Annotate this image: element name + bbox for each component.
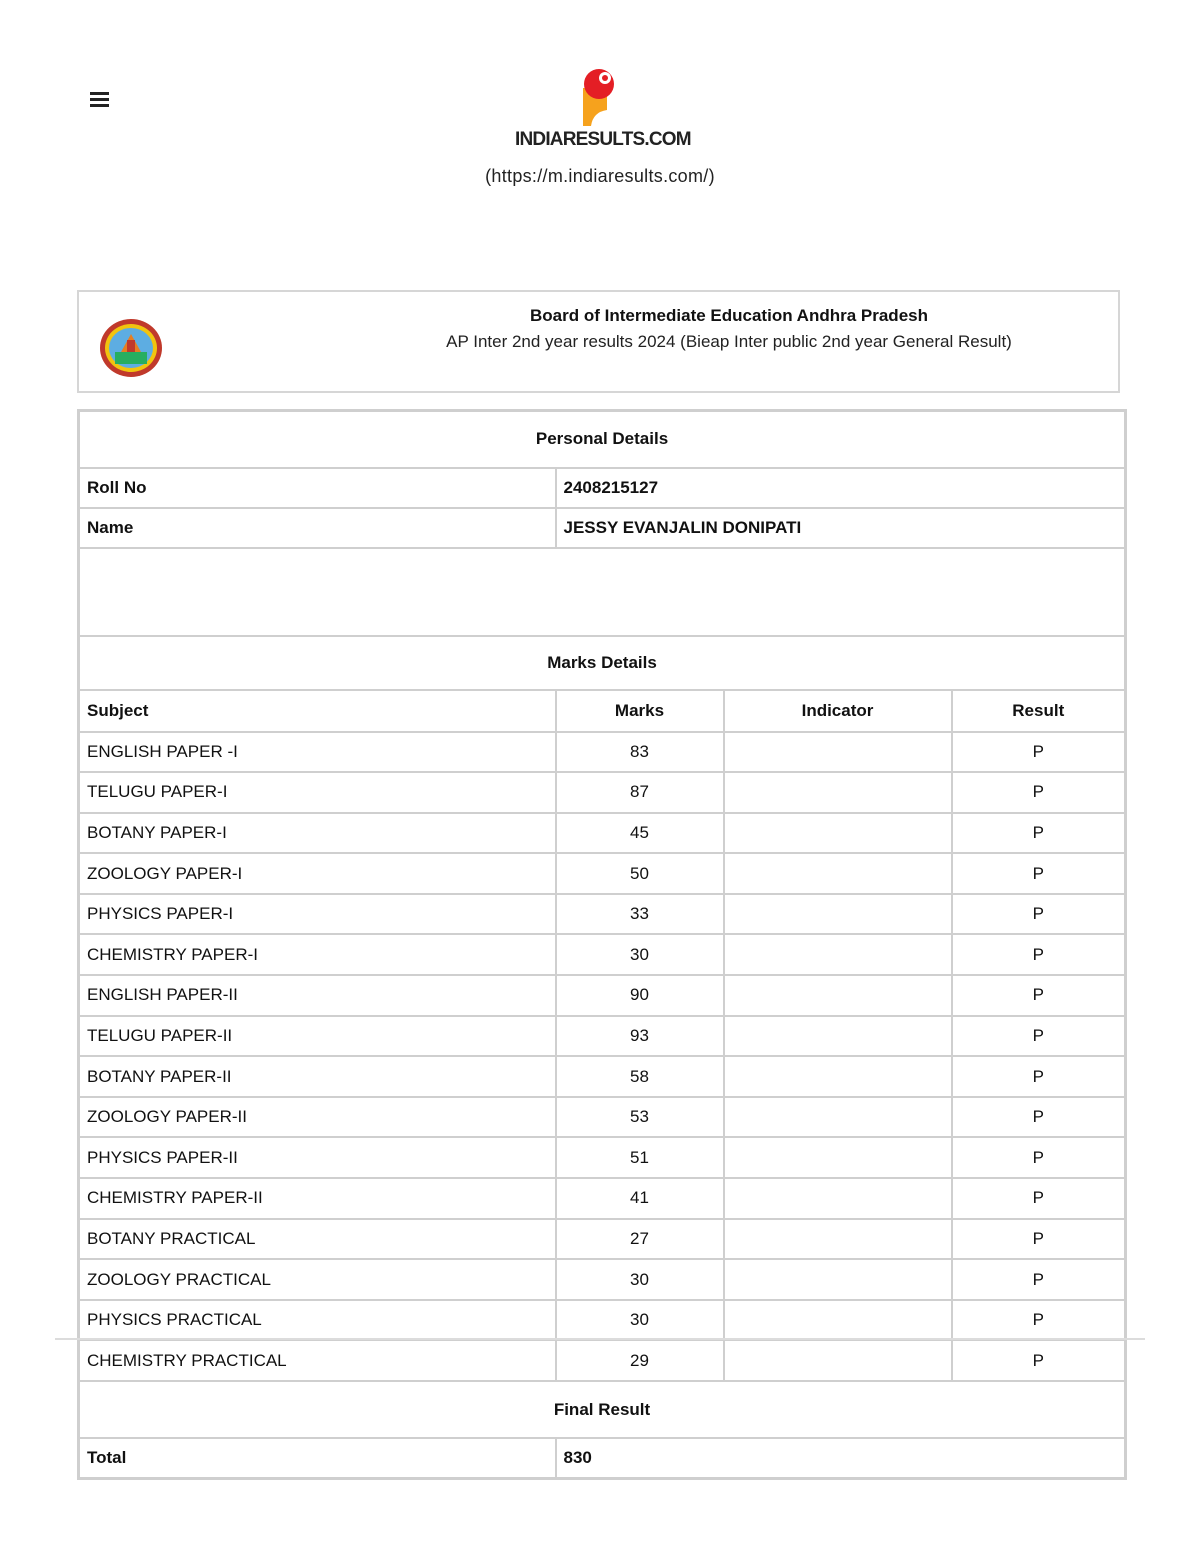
- column-header-subject: Subject: [79, 690, 556, 732]
- table-row: [79, 934, 1126, 975]
- section-heading: Final Result: [79, 1381, 1126, 1438]
- subject-cell: ENGLISH PAPER-II: [79, 975, 556, 1016]
- results-table: [77, 409, 1127, 1480]
- table-row: [79, 1300, 1126, 1341]
- marks-cell: 30: [556, 1300, 724, 1341]
- subject-cell: PHYSICS PAPER-I: [79, 894, 556, 935]
- subject-cell: CHEMISTRY PAPER-II: [79, 1178, 556, 1219]
- column-header-marks: Marks: [556, 690, 724, 732]
- result-cell: P: [952, 1016, 1126, 1057]
- subject-cell: CHEMISTRY PAPER-I: [79, 934, 556, 975]
- subject-cell: ZOOLOGY PRACTICAL: [79, 1259, 556, 1300]
- personal-details-header: [79, 411, 1126, 468]
- column-header-result: Result: [952, 690, 1126, 732]
- logo-text: INDIARESULTS.COM: [515, 129, 691, 150]
- result-cell: P: [952, 894, 1126, 935]
- marks-cell: 93: [556, 1016, 724, 1057]
- result-cell: P: [952, 1219, 1126, 1260]
- roll-no-value: 2408215127: [556, 468, 1126, 508]
- marks-column-headers: [79, 690, 1126, 732]
- indicator-cell: [724, 813, 952, 854]
- indicator-cell: [724, 1016, 952, 1057]
- subject-cell: ZOOLOGY PAPER-II: [79, 1097, 556, 1138]
- marks-cell: 30: [556, 934, 724, 975]
- indicator-cell: [724, 894, 952, 935]
- indicator-cell: [724, 1056, 952, 1097]
- table-row: [79, 772, 1126, 813]
- marks-cell: 29: [556, 1340, 724, 1381]
- hamburger-menu-icon[interactable]: [90, 92, 109, 108]
- board-emblem-icon: [99, 318, 163, 378]
- marks-cell: 45: [556, 813, 724, 854]
- board-name: Board of Intermediate Education Andhra Pradesh: [530, 306, 928, 325]
- table-row: [79, 1219, 1126, 1260]
- table-row: [79, 1137, 1126, 1178]
- table-row: [79, 1340, 1126, 1381]
- section-heading: Marks Details: [79, 636, 1126, 690]
- table-row: [79, 1016, 1126, 1057]
- total-value: 830: [556, 1438, 1126, 1478]
- indicator-cell: [724, 1137, 952, 1178]
- result-cell: P: [952, 1097, 1126, 1138]
- board-header: [77, 290, 1120, 393]
- name-label: Name: [79, 508, 556, 548]
- table-row: [79, 1056, 1126, 1097]
- marks-cell: 27: [556, 1219, 724, 1260]
- subject-cell: ENGLISH PAPER -I: [79, 732, 556, 773]
- indicator-cell: [724, 1259, 952, 1300]
- marks-cell: 53: [556, 1097, 724, 1138]
- result-cell: P: [952, 732, 1126, 773]
- indiaresults-logo[interactable]: [515, 66, 691, 154]
- subject-cell: BOTANY PAPER-I: [79, 813, 556, 854]
- result-cell: P: [952, 853, 1126, 894]
- roll-no-label: Roll No: [79, 468, 556, 508]
- final-result-header: [79, 1381, 1126, 1438]
- indicator-cell: [724, 1178, 952, 1219]
- subject-cell: BOTANY PAPER-II: [79, 1056, 556, 1097]
- indicator-cell: [724, 732, 952, 773]
- table-row: [79, 894, 1126, 935]
- spacer-row: [79, 548, 1126, 636]
- subject-cell: PHYSICS PRACTICAL: [79, 1300, 556, 1341]
- section-heading: Personal Details: [79, 411, 1126, 468]
- result-cell: P: [952, 813, 1126, 854]
- table-row: [79, 1259, 1126, 1300]
- roll-no-row: [79, 468, 1126, 508]
- indicator-cell: [724, 853, 952, 894]
- site-url-link[interactable]: (https://m.indiaresults.com/): [485, 166, 715, 186]
- logo-figure-icon: [515, 66, 685, 128]
- indicator-cell: [724, 1340, 952, 1381]
- marks-cell: 33: [556, 894, 724, 935]
- indicator-cell: [724, 1097, 952, 1138]
- result-cell: P: [952, 1300, 1126, 1341]
- total-row: [79, 1438, 1126, 1478]
- name-row: [79, 508, 1126, 548]
- table-row: [79, 813, 1126, 854]
- subject-cell: TELUGU PAPER-I: [79, 772, 556, 813]
- marks-cell: 30: [556, 1259, 724, 1300]
- table-row: [79, 732, 1126, 773]
- subject-cell: CHEMISTRY PRACTICAL: [79, 1340, 556, 1381]
- result-cell: P: [952, 1056, 1126, 1097]
- subject-cell: BOTANY PRACTICAL: [79, 1219, 556, 1260]
- result-cell: P: [952, 1137, 1126, 1178]
- marks-cell: 87: [556, 772, 724, 813]
- table-row: [79, 975, 1126, 1016]
- result-cell: P: [952, 934, 1126, 975]
- indicator-cell: [724, 1219, 952, 1260]
- result-cell: P: [952, 1340, 1126, 1381]
- indicator-cell: [724, 934, 952, 975]
- table-row: [79, 1097, 1126, 1138]
- result-cell: P: [952, 772, 1126, 813]
- result-cell: P: [952, 975, 1126, 1016]
- subject-cell: ZOOLOGY PAPER-I: [79, 853, 556, 894]
- subject-cell: TELUGU PAPER-II: [79, 1016, 556, 1057]
- result-cell: P: [952, 1178, 1126, 1219]
- marks-cell: 51: [556, 1137, 724, 1178]
- table-row: [79, 853, 1126, 894]
- marks-cell: 58: [556, 1056, 724, 1097]
- page-divider: [55, 1338, 1145, 1340]
- marks-cell: 90: [556, 975, 724, 1016]
- indicator-cell: [724, 975, 952, 1016]
- result-cell: P: [952, 1259, 1126, 1300]
- indicator-cell: [724, 772, 952, 813]
- subject-cell: PHYSICS PAPER-II: [79, 1137, 556, 1178]
- marks-details-header: [79, 636, 1126, 690]
- total-label: Total: [79, 1438, 556, 1478]
- marks-cell: 50: [556, 853, 724, 894]
- result-title: AP Inter 2nd year results 2024 (Bieap Inter public 2nd year General Result): [446, 332, 1012, 351]
- name-value: JESSY EVANJALIN DONIPATI: [556, 508, 1126, 548]
- marks-cell: 41: [556, 1178, 724, 1219]
- indicator-cell: [724, 1300, 952, 1341]
- table-row: [79, 1178, 1126, 1219]
- marks-cell: 83: [556, 732, 724, 773]
- column-header-indicator: Indicator: [724, 690, 952, 732]
